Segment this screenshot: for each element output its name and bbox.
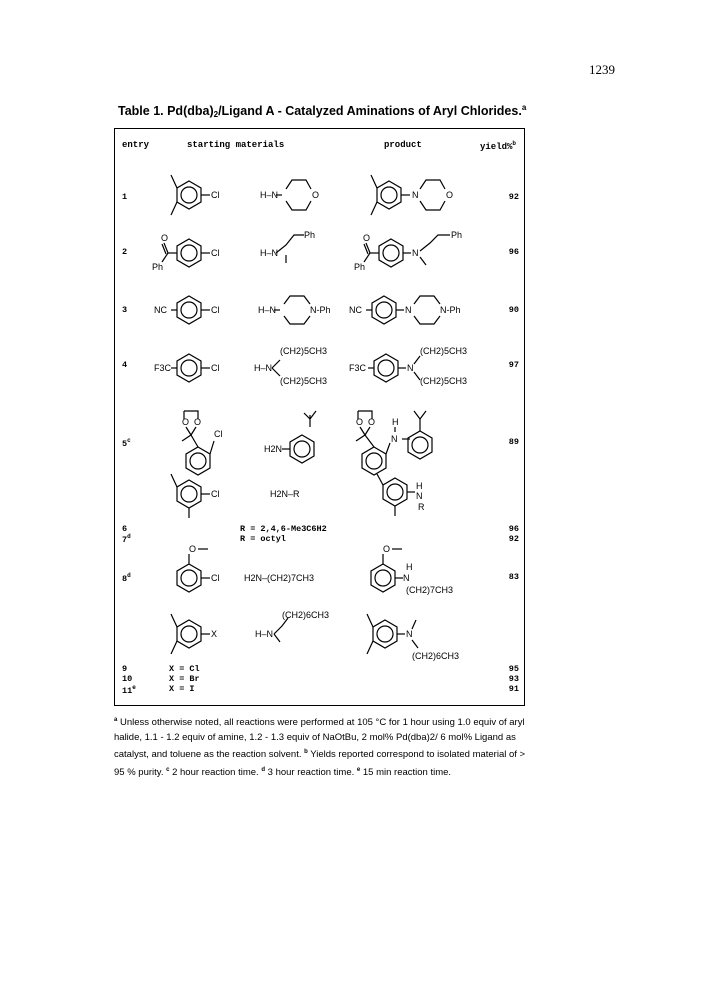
entry-number: 5$^c$ [122,437,131,449]
svg-text:(CH2)5CH3: (CH2)5CH3 [280,376,328,386]
yield-value: 83 [508,572,519,582]
header-product: product [384,140,422,150]
condition-text: X = Cl [169,664,200,674]
condition-text: R = octyl [240,534,286,544]
yield-value: 89 [508,437,519,447]
svg-text:(CH2)6CH3: (CH2)6CH3 [412,651,460,661]
svg-text:X: X [211,629,218,639]
structure-row-6 [114,468,525,522]
svg-text:Cl: Cl [211,305,220,315]
header-starting-materials: starting materials [187,140,285,150]
svg-text:N: N [412,248,419,258]
condition-text: X = Br [169,674,200,684]
svg-text:Cl: Cl [211,363,220,373]
svg-text:(CH2)7CH3: (CH2)7CH3 [406,585,454,595]
svg-text:O: O [182,417,190,427]
yield-value: 96 [508,524,519,534]
table-title: Table 1. $Pd(dba)_2$/Ligand A - Catalyzed Aminations of Aryl Chlorides.$^a$ [118,103,527,119]
structure-row-9 [114,604,525,664]
footnotes: $^a$ Unless otherwise noted, all reactions were performed at 105 °C for 1 hour using 1.0 equiv of aryl halide, 1.1 - 1.2 equiv of amine, 1.2 - 1.3 equiv of NaOtBu, 2 mol% Pd(dba)2/ 6 mol% Ligand as catalyst, and toluene as the reaction solvent. $^b$ Yields reported correspond to isolated material of > 95 % purity. $^c$ 2 hour reaction time. $^d$ 3 hour reaction time. $^e$ 15 min reaction time. [114,717,526,778]
svg-text:Ph: Ph [354,262,366,272]
entry-number: 11e [122,684,136,696]
svg-text:O: O [189,544,197,554]
yield-value: 95 [508,664,519,674]
svg-text:Cl: Cl [211,248,220,258]
structure-row-3 [114,290,525,330]
svg-text:O: O [446,190,454,200]
svg-text:Cl: Cl [214,429,223,439]
svg-text:Ph: Ph [152,262,164,272]
svg-text:N: N [391,434,398,444]
entry-number: 8$^d$ [122,572,131,584]
svg-text:Cl: Cl [211,573,220,583]
yield-value: 96 [508,247,519,257]
svg-text:O: O [194,417,202,427]
svg-text:O: O [356,417,364,427]
svg-text:NC: NC [349,305,362,315]
structure-row-8 [114,540,525,602]
svg-text:O: O [363,233,371,243]
header-yield: yield%$^b$ [480,140,517,152]
entry-number: 10 [122,674,133,684]
svg-text:H: H [392,417,399,427]
structure-row-1 [114,165,525,225]
structure-row-4 [114,340,525,392]
svg-text:N: N [412,190,419,200]
header-entry: entry [122,140,150,150]
svg-text:O: O [368,417,376,427]
svg-text:F3C: F3C [154,363,172,373]
svg-text:N-Ph: N-Ph [440,305,461,315]
yield-value: 92 [508,534,519,544]
entry-number: 7$^d$ [122,533,131,545]
svg-text:(CH2)5CH3: (CH2)5CH3 [420,376,468,386]
svg-text:H–N: H–N [255,629,274,639]
svg-text:H: H [416,481,423,491]
svg-text:F3C: F3C [349,363,367,373]
svg-text:N: N [403,573,410,583]
condition-text: X = I [169,684,195,694]
structure-row-2 [114,225,525,283]
svg-text:H2N: H2N [264,444,283,454]
svg-text:N: N [406,629,413,639]
svg-text:H: H [406,562,413,572]
svg-text:N: N [416,491,423,501]
page-number: 1239 [589,62,615,77]
svg-text:Cl: Cl [211,489,220,499]
svg-text:H2N–R: H2N–R [270,489,300,499]
yield-value: 92 [508,192,519,202]
svg-text:O: O [312,190,320,200]
svg-text:H–N: H–N [260,248,279,258]
svg-text:O: O [383,544,391,554]
condition-text: R = 2,4,6-Me3C6H2 [240,524,327,534]
yield-value: 91 [508,684,519,694]
yield-value: 93 [508,674,519,684]
svg-text:Ph: Ph [304,230,316,240]
svg-text:NC: NC [154,305,167,315]
yield-value: 97 [508,360,519,370]
svg-text:N: N [407,363,414,373]
svg-text:(CH2)6CH3: (CH2)6CH3 [282,610,330,620]
svg-text:H2N–(CH2)7CH3: H2N–(CH2)7CH3 [244,573,315,583]
entry-number: 9 [122,664,128,674]
svg-text:(CH2)5CH3: (CH2)5CH3 [280,346,328,356]
entry-number: 4 [122,360,128,370]
svg-text:H–N: H–N [254,363,273,373]
svg-text:H–N: H–N [260,190,279,200]
svg-text:R: R [418,502,425,512]
svg-text:Ph: Ph [451,230,463,240]
svg-text:N: N [405,305,412,315]
entry-number: 2 [122,247,128,257]
svg-text:Cl: Cl [211,190,220,200]
svg-text:H–N: H–N [258,305,277,315]
svg-text:(CH2)5CH3: (CH2)5CH3 [420,346,468,356]
entry-number: 1 [122,192,128,202]
entry-number: 3 [122,305,128,315]
svg-text:O: O [161,233,169,243]
svg-text:N-Ph: N-Ph [310,305,331,315]
yield-value: 90 [508,305,519,315]
entry-number: 6 [122,524,128,534]
